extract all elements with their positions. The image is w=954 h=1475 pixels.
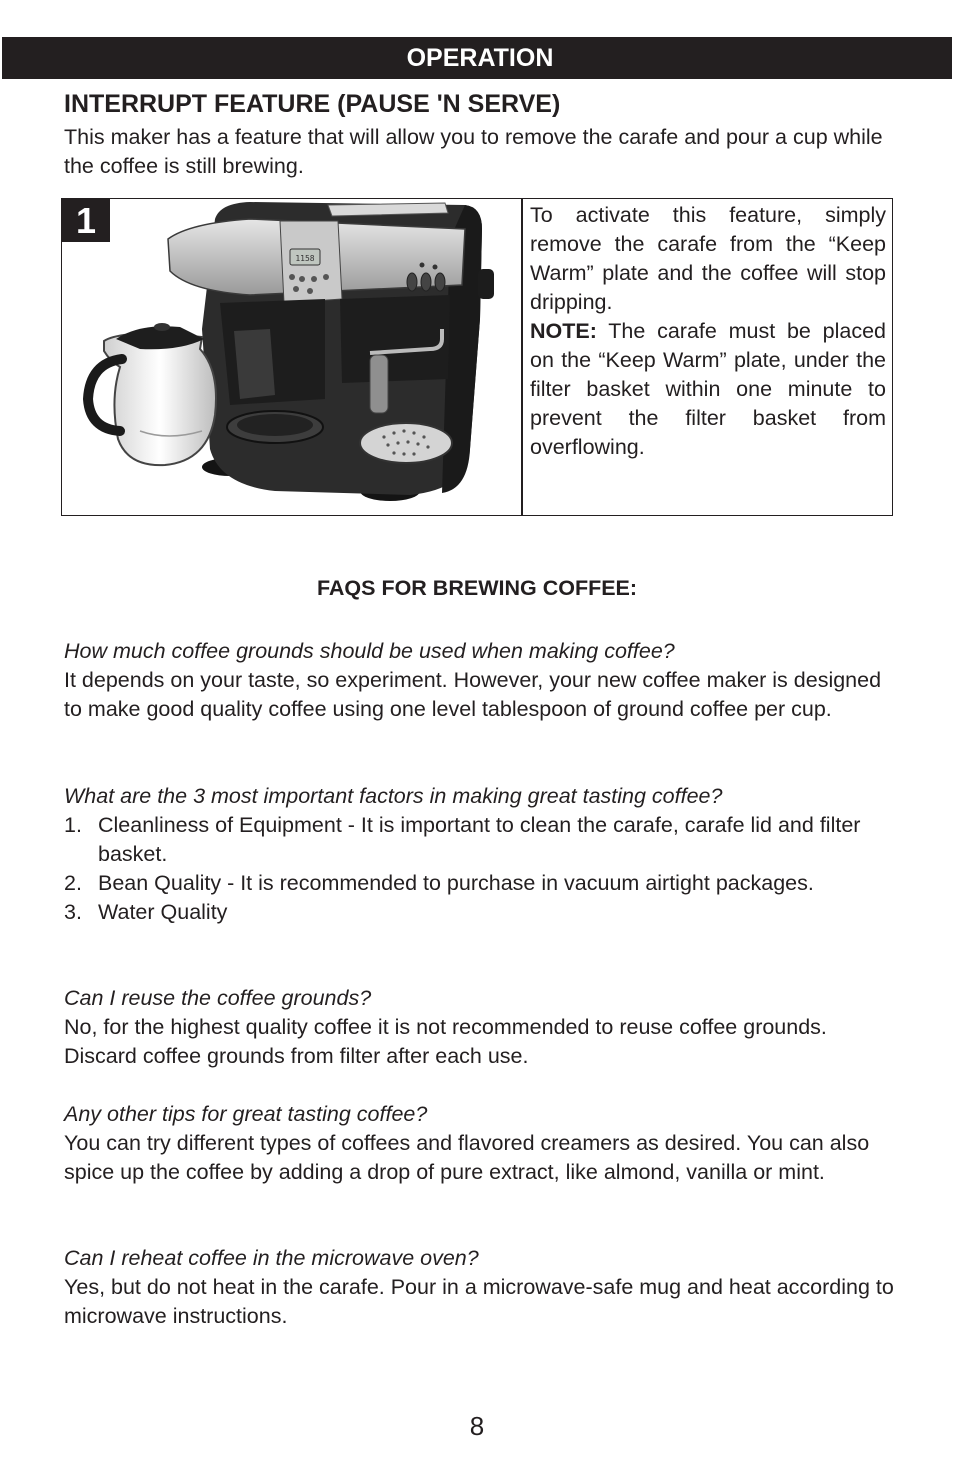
list-item: 2. Bean Quality - It is recommended to purchase in vacuum airtight packages.	[64, 871, 814, 895]
page-number: 8	[469, 1411, 485, 1441]
clock-display-readout: 1158	[295, 254, 315, 263]
faq-item	[64, 782, 894, 927]
faq-question: Can I reheat coffee in the microwave oven?	[64, 1246, 479, 1270]
section-header-bar	[2, 37, 952, 79]
faq-item	[64, 637, 894, 724]
faq-question: Any other tips for great tasting coffee?	[64, 1102, 428, 1126]
faq-answer: No, for the highest quality coffee it is not recommended to reuse coffee grounds. Discard coffee grounds from filter after each use.	[64, 1015, 827, 1068]
note-text: The carafe must be placed on the “Keep Warm” plate, under the filter basket within one minute to prevent the filter basket from overflowing.	[530, 319, 886, 459]
faq-question: How much coffee grounds should be used when making coffee?	[64, 639, 675, 663]
factors-list	[64, 811, 894, 927]
faq-heading: FAQS FOR BREWING COFFEE:	[316, 576, 638, 600]
activation-instructions	[530, 201, 886, 462]
list-item: 3. Water Quality	[64, 900, 228, 924]
faq-question: What are the 3 most important factors in making great tasting coffee?	[64, 784, 723, 808]
faq-item	[64, 1244, 894, 1331]
coffee-maker-illustration	[70, 199, 510, 515]
note-label: NOTE:	[530, 319, 597, 343]
step-number-badge: 1	[62, 199, 110, 242]
section-title: INTERRUPT FEATURE (PAUSE 'N SERVE)	[64, 90, 561, 118]
faq-answer: It depends on your taste, so experiment. However, your new coffee maker is designed to make good quality coffee using one level tablespoon of ground coffee per cup.	[64, 668, 882, 721]
list-item: 1. Cleanliness of Equipment - It is important to clean the carafe, carafe lid and filter basket.	[64, 813, 861, 866]
figure-panel	[61, 198, 893, 516]
header-title: OPERATION	[406, 43, 554, 72]
faq-answer: You can try different types of coffees and flavored creamers as desired. You can also spice up the coffee by adding a drop of pure extract, like almond, vanilla or mint.	[64, 1131, 870, 1184]
faq-item	[64, 1100, 894, 1187]
faq-question: Can I reuse the coffee grounds?	[64, 986, 372, 1010]
faq-item	[64, 984, 894, 1071]
faq-answer: Yes, but do not heat in the carafe. Pour in a microwave-safe mug and heat according to microwave instructions.	[64, 1275, 894, 1328]
figure-divider	[521, 199, 523, 515]
activation-text: To activate this feature, simply remove the carafe from the “Keep Warm” plate and the coffee will stop dripping.	[530, 203, 886, 314]
section-intro: This maker has a feature that will allow you to remove the carafe and pour a cup while the coffee is still brewing.	[64, 125, 883, 178]
